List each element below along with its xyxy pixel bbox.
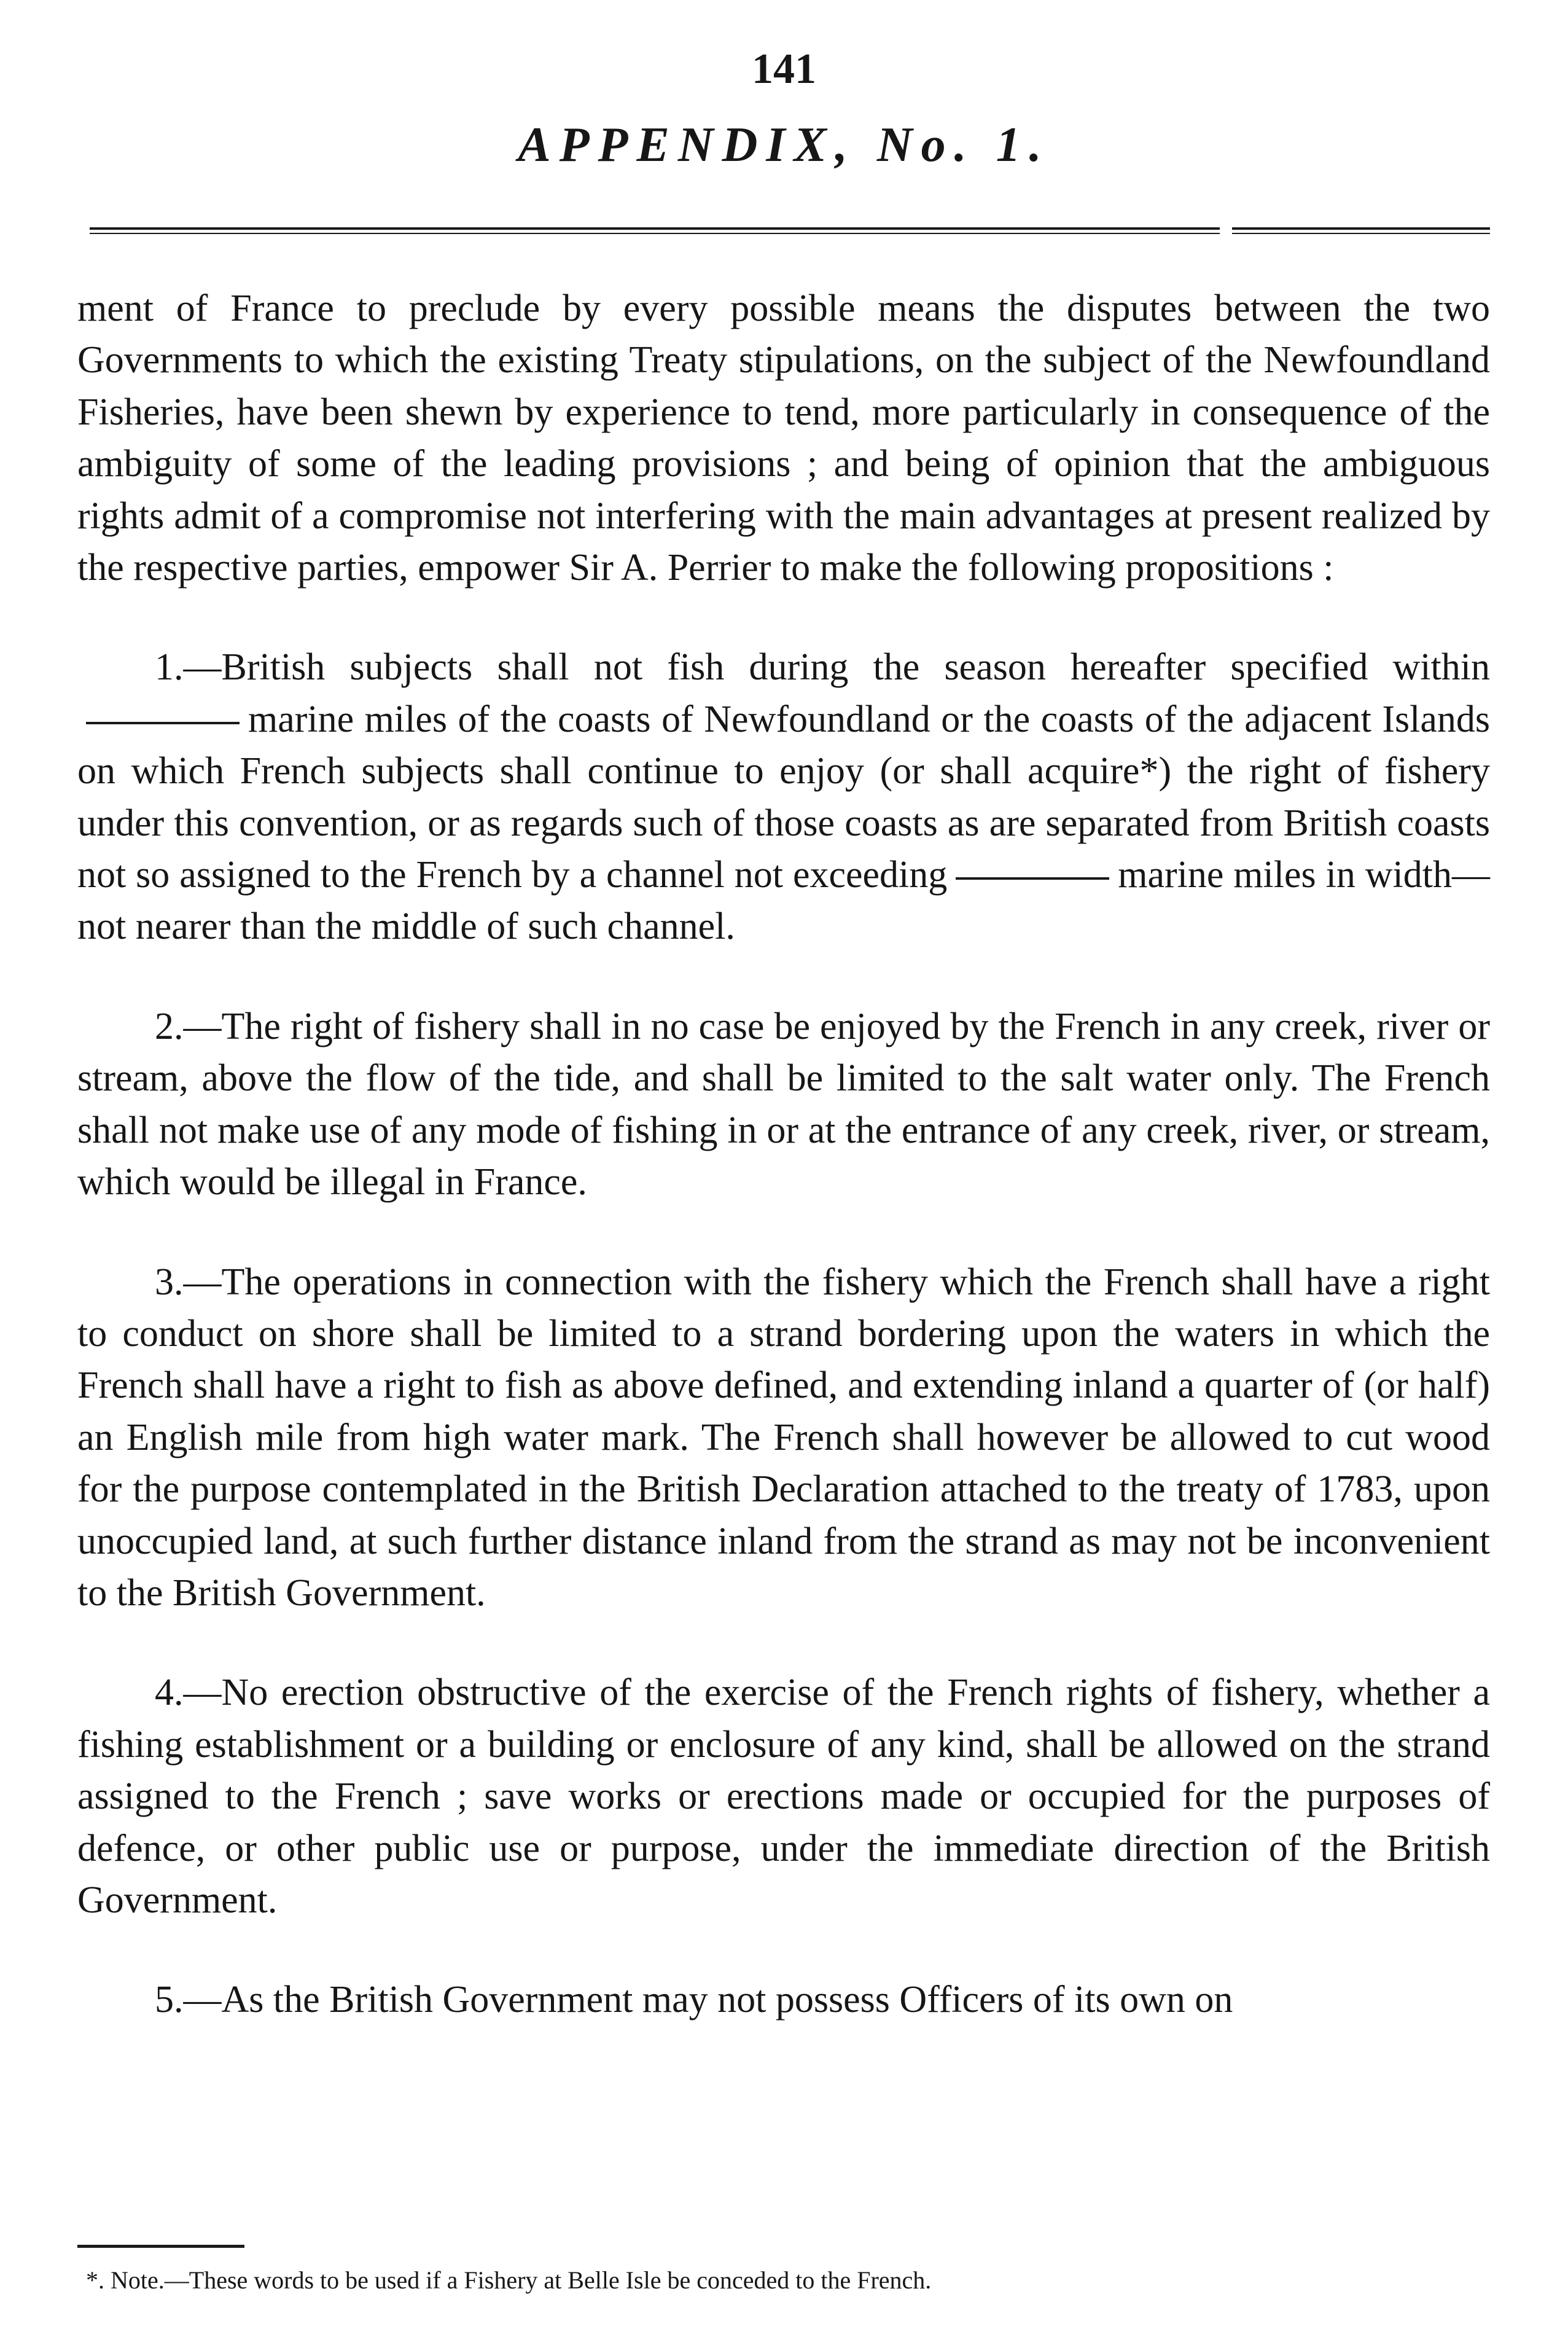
paragraph-article-4: 4.—No erection obstructive of the exercise of the French rights of fishery, whether a fishing establishment or a building or enclosure of any kind, shall be allowed on the strand assigned to the French ; save works or erections made or occupied for the purposes of defence, or other public use or purpose, under the immediate direction of the British Government.: [77, 1672, 1490, 1921]
header-rule: [1232, 227, 1490, 234]
article-1-part-b: marine miles of the coasts of Newfoundland or the coasts of the adjacent Islands on which French subjects shall continue to enjoy (or shall acquire*) the right of fishery under this convention, or as regards such of those coasts as are separated from British coasts not so assigned to the French by a channel not exceeding: [77, 698, 1490, 896]
blank-line: [956, 877, 1109, 880]
running-head: APPENDIX, No. 1.: [518, 118, 1050, 172]
footnote: *. Note.—These words to be used if a Fishery at Belle Isle be conceded to the French.: [86, 2266, 932, 2294]
paragraph-continued: ment of France to preclude by every possible means the disputes between the two Governments to which the existing Treaty stipulations, on the subject of the Newfoundland Fisheries, have been shewn by experience to tend, more particularly in consequence of the ambiguity of some of the leading provisions ; and being of opinion that the ambiguous rights admit of a compromise not interfering with the main advantages at present realized by the respective parties, empower Sir A. Perrier to make the following propositions :: [77, 288, 1490, 589]
paragraph-article-5: 5.—As the British Government may not possess Officers of its own on: [155, 1979, 1233, 2021]
article-1-part-a: 1.—British subjects shall not fish during the season hereafter specified within: [155, 646, 1490, 689]
body-text: [77, 283, 1490, 2074]
header-rule: [90, 227, 1220, 234]
blank-line: [86, 722, 240, 724]
page-number: 141: [752, 45, 816, 93]
paragraph-article-2: 2.—The right of fishery shall in no case be enjoyed by the French in any creek, river or stream, above the flow of the tide, and shall be limited to the salt water only. The French shall not make use of any mode of fishing in or at the entrance of any creek, river, or stream, which would be illegal in France.: [77, 1005, 1490, 1203]
article-1-part-c: marine miles in width—not nearer than the middle of such channel.: [77, 854, 1490, 948]
paragraph-article-1: [77, 641, 1490, 952]
footnote-rule: [77, 2245, 244, 2248]
paragraph-article-3: 3.—The operations in connection with the fishery which the French shall have a right to conduct on shore shall be limited to a strand bordering upon the waters in which the French shall have a right to fish as above defined, and extending inland a quarter of (or half) an English mile from high water mark. The French shall however be allowed to cut wood for the purpose contemplated in the British Declaration attached to the treaty of 1783, upon unoccupied land, at such further distance inland from the strand as may not be inconvenient to the British Government.: [77, 1261, 1490, 1614]
